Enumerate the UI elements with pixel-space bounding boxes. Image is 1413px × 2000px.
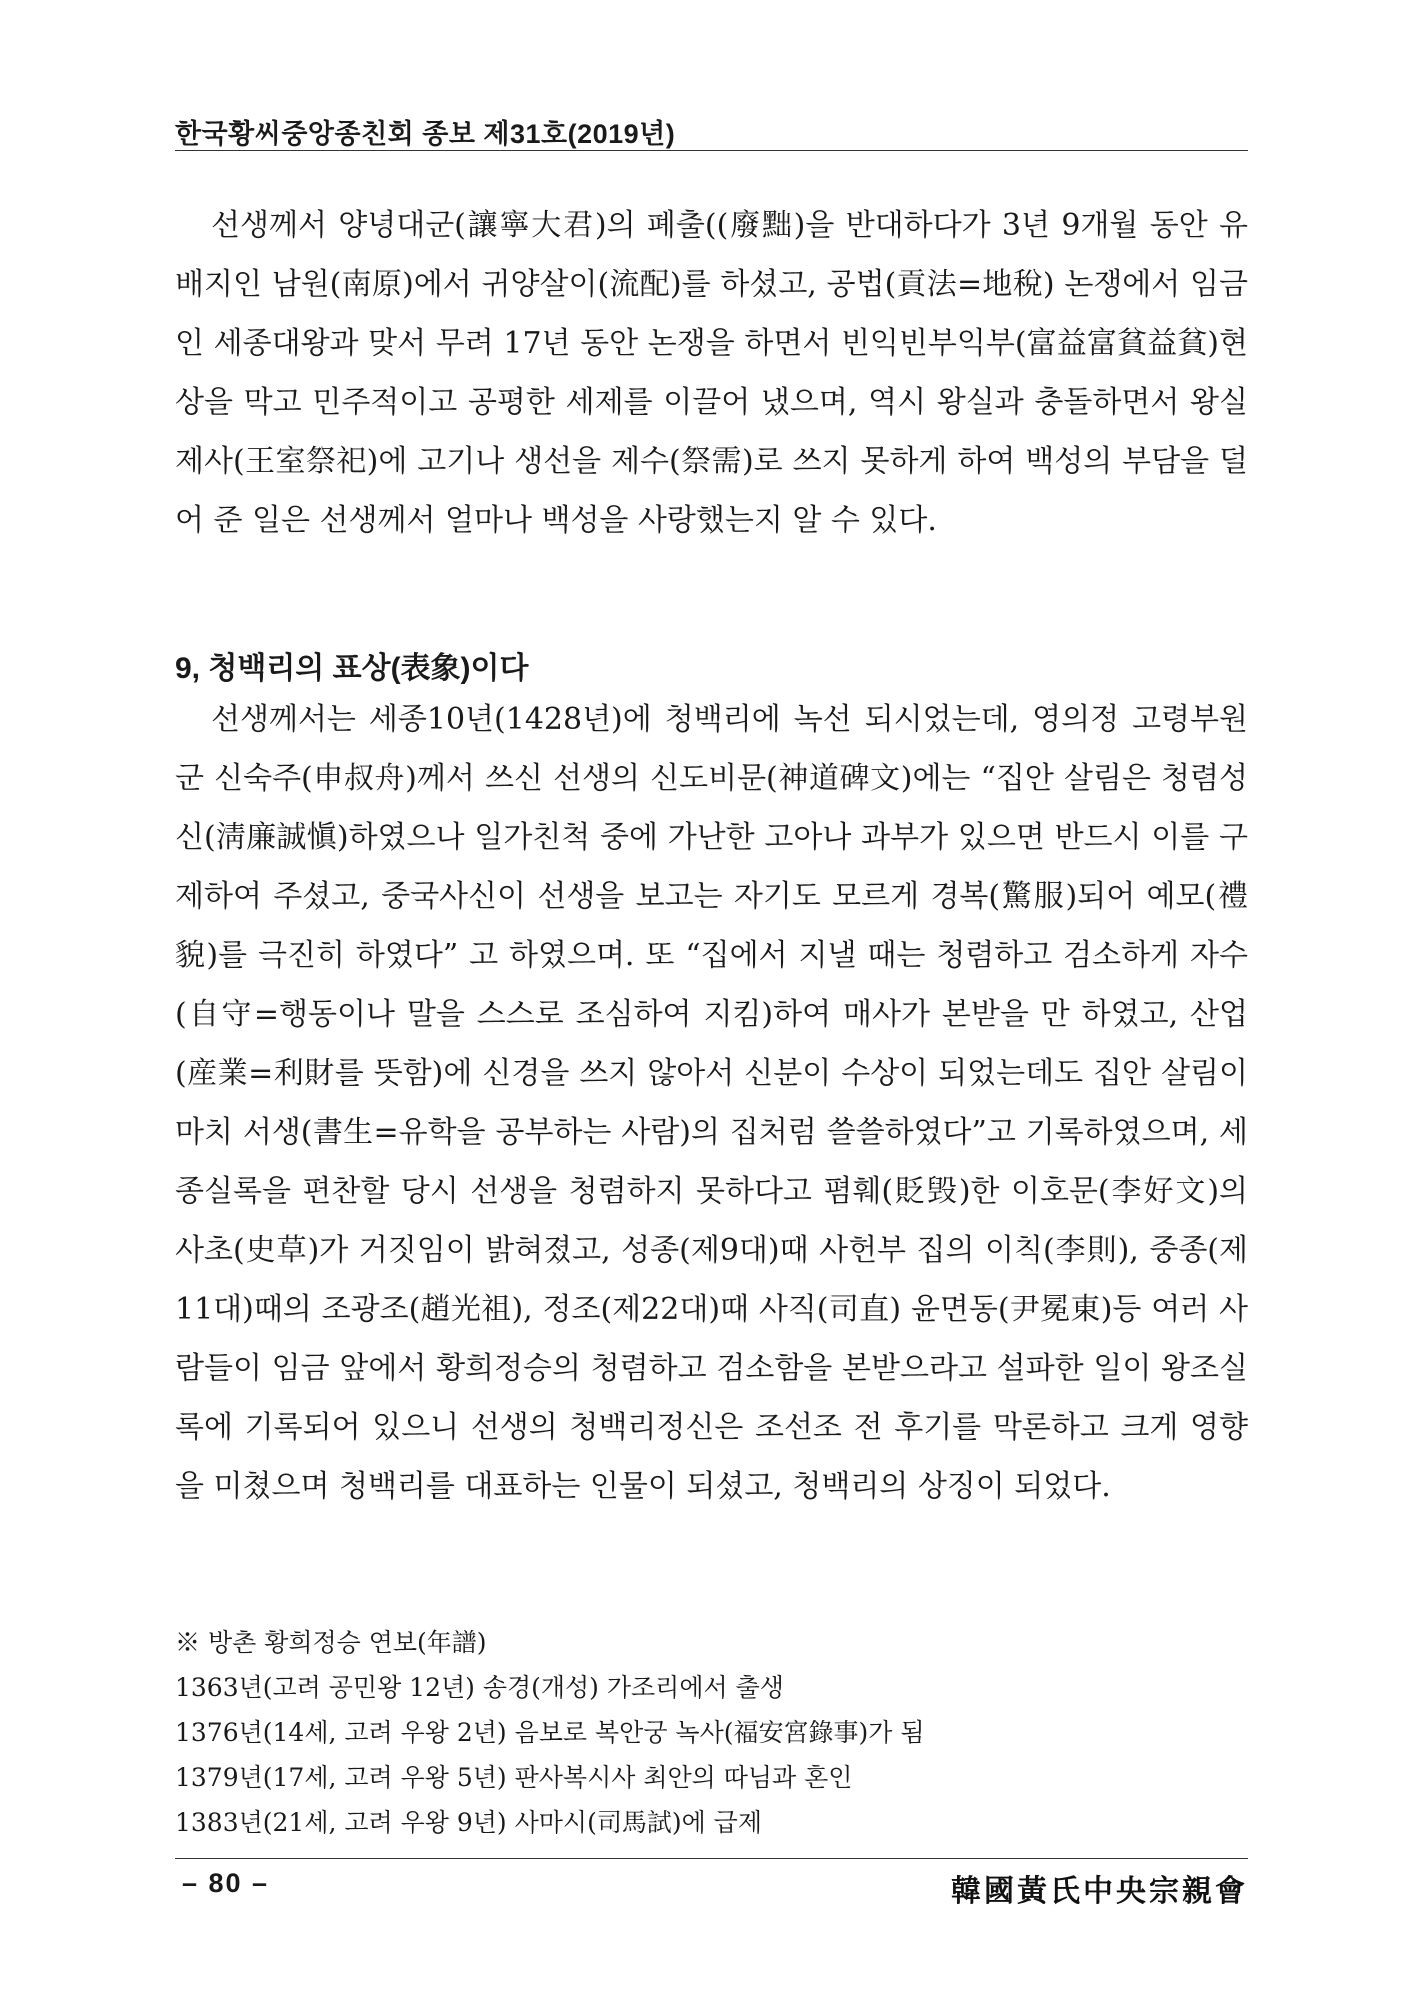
paragraph-text: 선생께서 양녕대군(讓寧大君)의 폐출((廢黜)을 반대하다가 3년 9개월 동안 유배지인 남원(南原)에서 귀양살이(流配)를 하셨고, 공법(貢法=地稅) 논쟁에서 임금인 세종대왕과 맞서 무려 17년 동안 논쟁을 하면서 빈익빈부익부(富益富貧益貧)현상을 막고 민주적이고 공평한 세제를 이끌어 냈으며, 역시 왕실과 충돌하면서 왕실제사(王室祭祀)에 고기나 생선을 제수(祭需)로 쓰지 못하게 하여 백성의 부담을 덜어 준 일은 선생께서 얼마나 백성을 사랑했는지 알 수 있다. (175, 208, 1248, 538)
chronology-entry: 1376년(14세, 고려 우왕 2년) 음보로 복안궁 녹사(福安宮錄事)가 됨 (175, 1718, 925, 1747)
journal-header-title: 한국황씨중앙종친회 종보 제31호(2019년) (175, 119, 676, 149)
paragraph-text: 선생께서는 세종10년(1428년)에 청백리에 녹선 되시었는데, 영의정 고령부원군 신숙주(申叔舟)께서 쓰신 선생의 신도비문(神道碑文)에는 “집안 살림은 청렴성신(淸廉誠愼)하였으나 일가친척 중에 가난한 고아나 과부가 있으면 반드시 이를 구제하여 주셨고, 중국사신이 선생을 보고는 자기도 모르게 경복(驚服)되어 예모(禮貌)를 극진히 하였다” 고 하였으며. 또 “집에서 지낼 때는 청렴하고 검소하게 자수(自守=행동이나 말을 스스로 조심하여 지킴)하여 매사가 본받을 만 하였고, 산업(産業=利財를 뜻함)에 신경을 쓰지 않아서 신분이 수상이 되었는데도 집안 살림이 마치 서생(書生=유학을 공부하는 사람)의 집처럼 쓸쓸하였다”고 기록하였으며, 세종실록을 편찬할 당시 선생을 청렴하지 못하다고 폄훼(貶毁)한 이호문(李好文)의 사초(史草)가 거짓임이 밝혀졌고, 성종(제9대)때 사헌부 집의 이칙(李則), 중종(제11대)때의 조광조(趙光祖), 정조(제22대)때 사직(司直) 윤면동(尹冕東)등 여러 사람들이 임금 앞에서 황희정승의 청렴하고 검소함을 본받으라고 설파한 일이 왕조실록에 기록되어 있으니 선생의 청백리정신은 조선조 전 후기를 막론하고 크게 영향을 미쳤으며 청백리를 대표하는 인물이 되셨고, 청백리의 상징이 되었다. (175, 702, 1248, 1504)
chronology-entry: 1379년(17세, 고려 우왕 5년) 판사복시사 최안의 따님과 혼인 (175, 1763, 853, 1792)
chronology-entry: 1383년(21세, 고려 우왕 9년) 사마시(司馬試)에 급제 (175, 1808, 762, 1837)
header-divider (175, 150, 1248, 151)
body-paragraph-1 (175, 196, 1248, 550)
chronology-section (175, 1620, 1248, 1845)
footer-divider (175, 1858, 1248, 1859)
page-number: – 80 – (182, 1868, 270, 1898)
section-heading: 9, 청백리의 표상(表象)이다 (175, 652, 529, 685)
chronology-title: ※ 방촌 황희정승 연보(年譜) (175, 1628, 487, 1657)
body-paragraph-2 (175, 690, 1248, 1516)
chronology-entry: 1363년(고려 공민왕 12년) 송경(개성) 가조리에서 출생 (175, 1673, 784, 1702)
organization-logo: 韓國黃氏中央宗親會 (951, 1874, 1248, 1909)
